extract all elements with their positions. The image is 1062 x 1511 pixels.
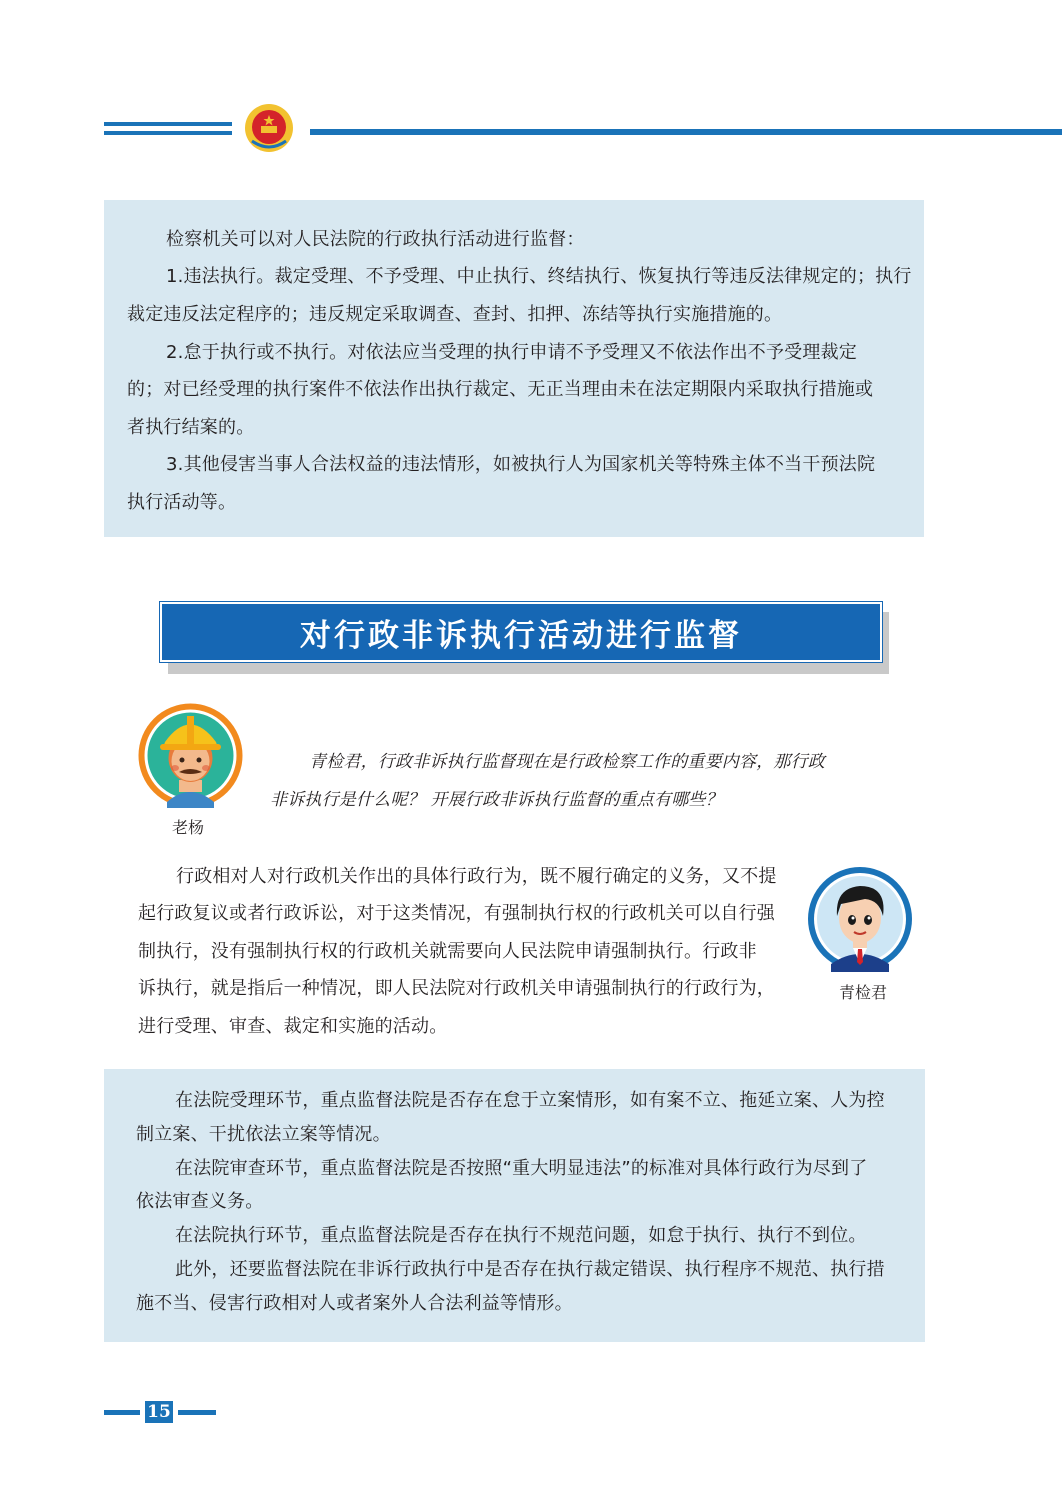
header-rule-left-top [104, 122, 232, 126]
footer-rule-left [104, 1410, 140, 1415]
section-title: 对行政非诉执行活动进行监督 [300, 617, 742, 654]
lao-yang-question-line-1: 非诉执行是什么呢？ 开展行政非诉执行监督的重点有哪些？ [270, 790, 723, 810]
box1-line-5: 者执行结案的。 [127, 417, 255, 438]
page-number: 15 [145, 1401, 173, 1423]
box1-line-4: 的；对已经受理的执行案件不依法作出执行裁定、无正当理由未在法定期限内采取执行措施或 [127, 379, 874, 400]
qingjianjun-avatar [807, 866, 913, 972]
header-rule-right [310, 129, 1062, 135]
box2-line-1: 制立案、干扰依法立案等情况。 [136, 1124, 391, 1145]
header-rule-left-bottom [104, 131, 232, 135]
box1-line-7: 执行活动等。 [127, 492, 237, 513]
lao-yang-question-line-0: 青检君，行政非诉执行监督现在是行政检察工作的重要内容，那行政 [309, 752, 825, 772]
footer-rule-right [178, 1410, 216, 1415]
box2-line-6: 施不当、侵害行政相对人或者案外人合法利益等情形。 [136, 1293, 573, 1314]
box2-line-4: 在法院执行环节，重点监督法院是否存在执行不规范问题，如怠于执行、执行不到位。 [175, 1225, 867, 1246]
supervision-focus-box [104, 1069, 925, 1342]
section-title-banner [160, 602, 882, 662]
box1-line-6: 3.其他侵害当事人合法权益的违法情形，如被执行人为国家机关等特殊主体不当干预法院 [166, 454, 876, 475]
qingjianjun-answer-line-2: 制执行，没有强制执行权的行政机关就需要向人民法院申请强制执行。行政非 [138, 941, 757, 962]
box2-line-5: 此外，还要监督法院在非诉行政执行中是否存在执行裁定错误、执行程序不规范、执行措 [175, 1259, 885, 1280]
qingjianjun-answer-line-3: 诉执行，就是指后一种情况，即人民法院对行政机关申请强制执行的行政行为， [138, 978, 775, 999]
supervision-scope-box [104, 200, 924, 537]
box2-line-2: 在法院审查环节，重点监督法院是否按照“重大明显违法”的标准对具体行政行为尽到了 [175, 1158, 868, 1179]
box2-line-3: 依法审查义务。 [136, 1191, 264, 1212]
qingjianjun-name: 青检君 [839, 983, 888, 1002]
box1-line-0: 检察机关可以对人民法院的行政执行活动进行监督： [166, 229, 585, 250]
box2-line-0: 在法院受理环节，重点监督法院是否存在怠于立案情形，如有案不立、拖延立案、人为控 [175, 1090, 885, 1111]
box1-line-2: 裁定违反法定程序的；违反规定采取调查、查封、扣押、冻结等执行实施措施的。 [127, 304, 783, 325]
procuratorate-emblem-icon [244, 103, 294, 153]
qingjianjun-answer-line-4: 进行受理、审查、裁定和实施的活动。 [138, 1016, 448, 1037]
qingjianjun-answer-line-0: 行政相对人对行政机关作出的具体行政行为，既不履行确定的义务，又不提 [176, 866, 777, 887]
qingjianjun-answer-line-1: 起行政复议或者行政诉讼，对于这类情况，有强制执行权的行政机关可以自行强 [138, 903, 775, 924]
box1-line-3: 2.怠于执行或不执行。对依法应当受理的执行申请不予受理又不依法作出不予受理裁定 [166, 342, 857, 363]
lao-yang-name: 老杨 [172, 818, 205, 837]
lao-yang-avatar [137, 702, 244, 809]
box1-line-1: 1.违法执行。裁定受理、不予受理、中止执行、终结执行、恢复执行等违反法律规定的；执行 [166, 266, 912, 287]
